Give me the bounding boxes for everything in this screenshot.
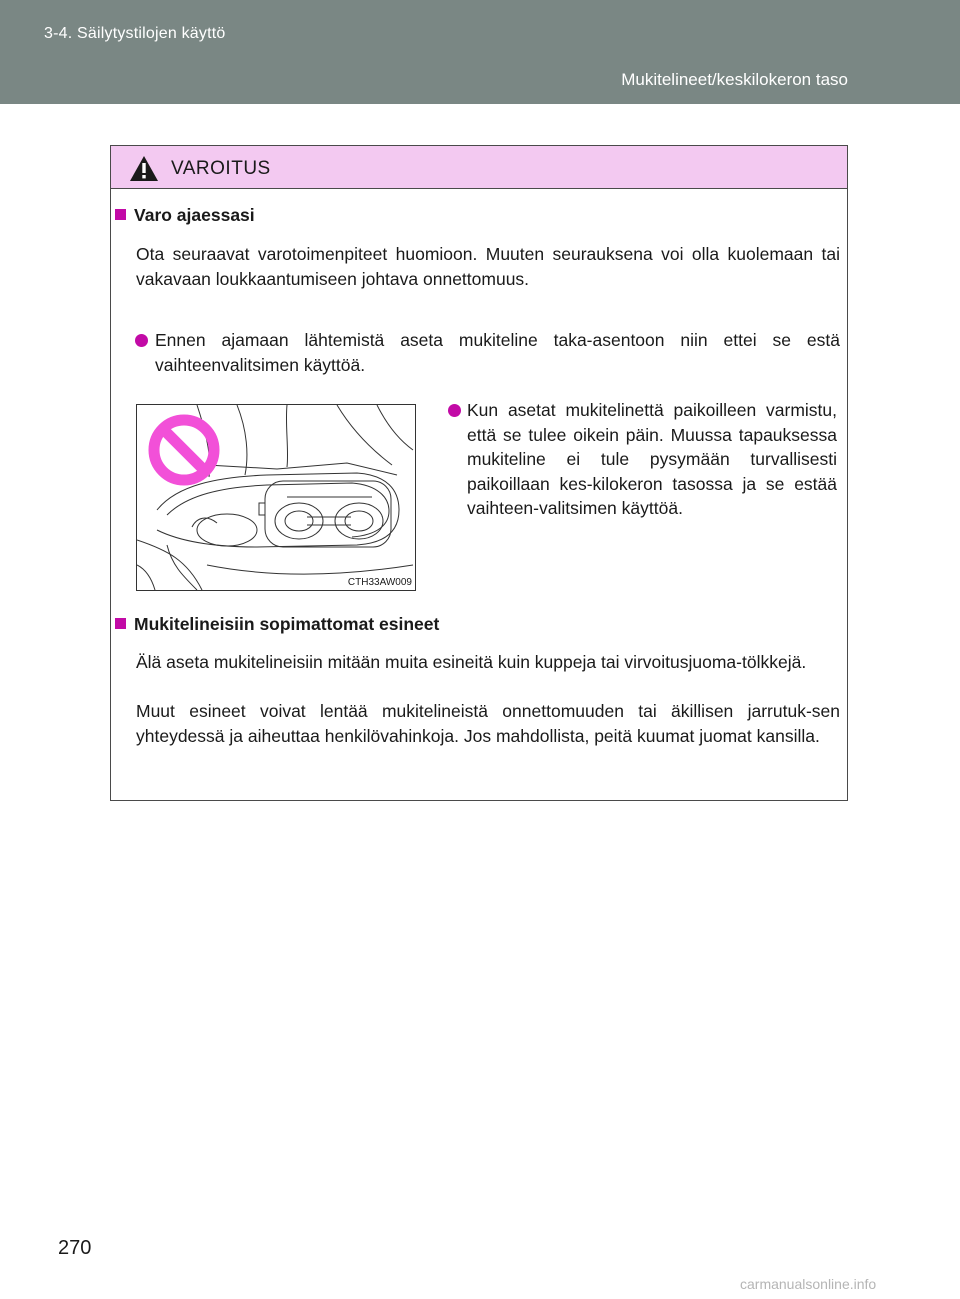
square-bullet-icon xyxy=(115,618,126,629)
bullet-dot-icon xyxy=(135,334,148,347)
warning-triangle-icon xyxy=(129,155,159,182)
warning-header xyxy=(111,146,847,189)
page-header xyxy=(0,0,960,104)
bullet-text-orientation: Kun asetat mukitelinettä paikoilleen varmistu, että se tulee oikein päin. Muussa tapauksessa mukiteline ei tule pysymään turvallisesti paikoillaan kes-kilokeron tasossa ja se estää vaihteen-valitsimen käyttöä. xyxy=(467,400,837,518)
unsuitable-items-consequence-text: Muut esineet voivat lentää mukitelineistä onnettomuuden tai äkillisen jarrutuk-sen yhteydessä ja aiheuttaa henkilövahinkoja. Jos mahdollista, peitä kuumat juomat kansilla. xyxy=(136,701,840,746)
section-heading-unsuitable-items: Mukitelineisiin sopimattomat esineet xyxy=(115,614,439,635)
warning-title: VAROITUS xyxy=(171,158,271,179)
square-bullet-icon xyxy=(115,209,126,220)
bullet-dot-icon xyxy=(448,404,461,417)
section-title: 3-4. Säilytystilojen käyttö xyxy=(44,25,226,42)
watermark: carmanualsonline.info xyxy=(740,1276,877,1292)
page-number: 270 xyxy=(58,1237,92,1259)
driving-intro-text: Ota seuraavat varotoimenpiteet huomioon. Muuten seurauksena voi olla kuolemaan tai vakavaan loukkaantumiseen johtava onnettomuus. xyxy=(136,244,840,289)
prohibition-icon xyxy=(154,420,214,480)
cup-holder-drawing xyxy=(137,405,415,590)
cup-holder-illustration xyxy=(136,404,416,591)
section-heading-driving: Varo ajaessasi xyxy=(115,205,255,226)
page-subtitle: Mukitelineet/keskilokeron taso xyxy=(621,70,848,89)
bullet-text-position: Ennen ajamaan lähtemistä aseta mukiteline taka-asentoon niin ettei se estä vaihteenvalitsimen käyttöä. xyxy=(155,330,840,375)
unsuitable-items-text: Älä aseta mukitelineisiin mitään muita esineitä kuin kuppeja tai virvoitusjuoma-tölkkejä. xyxy=(136,652,807,672)
illustration-code: CTH33AW009 xyxy=(347,577,412,588)
